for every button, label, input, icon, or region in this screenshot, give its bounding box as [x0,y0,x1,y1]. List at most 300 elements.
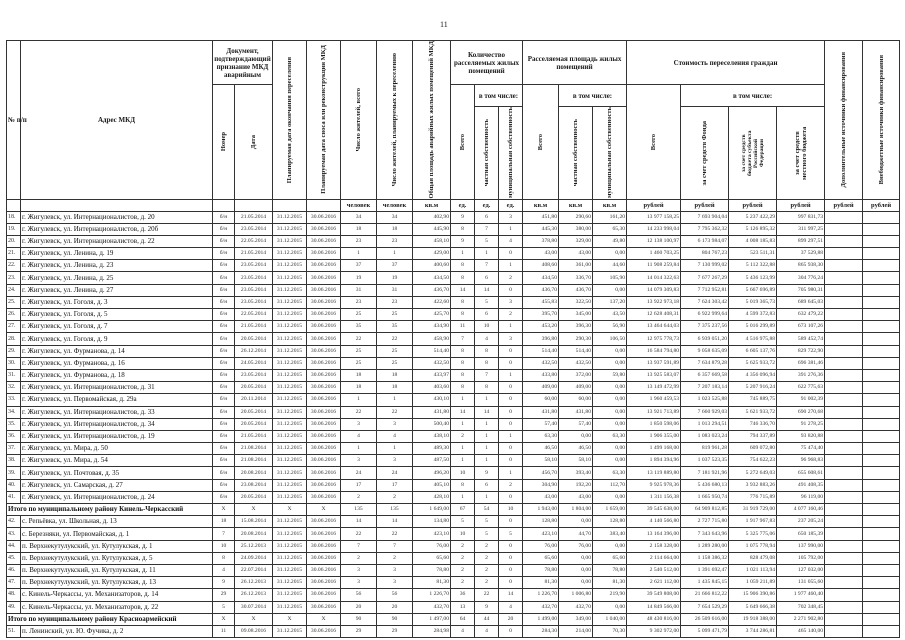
cell-sm: 81,30 [593,577,627,589]
cell-pp: 3 [377,564,413,576]
cell-s: 304,90 [523,479,559,491]
cell-empty [863,272,900,284]
cell-s: 445,30 [523,223,559,235]
cell-b: 4 599 372,83 [729,309,777,321]
table-row [7,309,900,321]
cell-d1: 31.12.2015 [273,577,307,589]
table-row [7,455,900,467]
cell-cm: 0 [499,564,523,576]
cell-s: 436,70 [523,284,559,296]
cell-sm: 0,00 [593,455,627,467]
cell-sm: 0,00 [593,382,627,394]
header-area-municipal: муниципальная собственность [593,107,627,199]
cell-pp: 2 [377,491,413,503]
cell-num: б/н [213,443,235,455]
cell-num: б/н [213,345,235,357]
cell-empty [825,455,863,467]
cell-c: 8 [451,382,475,394]
cell-a: 436,70 [413,284,451,296]
cell-cm: 2 [499,309,523,321]
header-residents-total: Число жителей, всего [341,41,377,200]
unit-cell: кв.м [413,199,451,211]
unit-cell: ед. [499,199,523,211]
cell-num: б/н [213,235,235,247]
cell-sm: 219,90 [593,589,627,601]
cell-cp: 7 [475,260,499,272]
cell-a: 423,10 [413,528,451,540]
cell-date: 20.05.2014 [235,491,273,503]
cell-empty [825,211,863,223]
cell-addr: г. Жигулевск, ул. Интернационалистов, д. 19 [21,430,213,442]
table-row [7,540,900,552]
cell-empty [863,394,900,406]
header-doc-number: Номер [213,85,235,200]
cell-c: 8 [451,369,475,381]
cell-cm: 20 [499,613,523,625]
cell-l: 650 185,39 [777,528,825,540]
cell-date: 26.12.2013 [235,589,273,601]
cell-p: 1 [341,394,377,406]
cell-cp: 8 [475,345,499,357]
cell-addr: Итого по муниципальному району Красноармейский [7,613,213,625]
cell-p: 22 [341,406,377,418]
cell-sm: 49,80 [593,235,627,247]
cell-s: 433,80 [523,369,559,381]
cell-date: 21.08.2014 [235,443,273,455]
cell-a: 458,90 [413,333,451,345]
cell-a: 431,80 [413,406,451,418]
cell-cp: 7 [475,223,499,235]
cell-t: 1 311 156,38 [627,491,681,503]
cell-date: 25.12.2013 [235,540,273,552]
header-cost-fund: за счет средств Фонда [681,107,729,199]
cell-d1: 31.12.2015 [273,296,307,308]
cell-f: 7 634 879,28 [681,357,729,369]
cell-sp: 76,00 [559,540,593,552]
cell-s: 76,00 [523,540,559,552]
cell-date: 21.08.2014 [235,455,273,467]
cell-c: 36 [451,589,475,601]
cell-l: 311 997,25 [777,223,825,235]
header-area-private: частная собственность [559,107,593,199]
cell-empty [863,284,900,296]
header-count-incl: в том числе: [475,85,523,107]
cell-empty [825,601,863,613]
cell-b: 746 336,70 [729,418,777,430]
cell-t: 16 584 794,80 [627,345,681,357]
cell-d2: 30.06.2016 [307,211,341,223]
cell-f: 7 677 267,29 [681,272,729,284]
cell-num: б/н [213,211,235,223]
cell-b: 5 126 895,32 [729,223,777,235]
cell-num: б/н [213,406,235,418]
cell-sm: 0,00 [593,394,627,406]
header-cost-local: за счет средств местного бюджета [777,107,825,199]
cell-d2: 30.06.2016 [307,394,341,406]
cell-num: 9 [213,577,235,589]
header-extrabudget: Внебюджетные источники финансирования [863,41,900,200]
cell-c: 8 [451,223,475,235]
cell-p: 23 [341,235,377,247]
cell-sp: 393,40 [559,467,593,479]
cell-num: 29 [213,589,235,601]
cell-f: 804 767,23 [681,248,729,260]
cell-pp: 25 [377,309,413,321]
table-row [7,382,900,394]
cell-f: 1 435 845,15 [681,577,729,589]
cell-sm: 63,30 [593,467,627,479]
cell-empty [825,418,863,430]
cell-a: 134,80 [413,516,451,528]
cell-l: 689 645,03 [777,296,825,308]
cell-empty [863,369,900,381]
cell-d1: 31.12.2015 [273,345,307,357]
cell-d1: 31.12.2015 [273,369,307,381]
cell-cp: 2 [475,540,499,552]
cell-sp: 0,00 [559,577,593,589]
cell-s: 432,70 [523,601,559,613]
cell-p: 18 [341,382,377,394]
cell-b: 5 272 649,03 [729,467,777,479]
cell-a: 284,98 [413,625,451,637]
table-row [7,479,900,491]
cell-sp: 436,70 [559,284,593,296]
cell-d1: 31.12.2015 [273,443,307,455]
cell-no: 49. [7,601,21,613]
cell-addr: г. Жигулевск, ул. Почтовая, д. 35 [21,467,213,479]
cell-p: 35 [341,321,377,333]
cell-cp: 1 [475,455,499,467]
cell-empty [825,564,863,576]
cell-l: 865 938,30 [777,260,825,272]
cell-s: 453,20 [523,321,559,333]
table-row [7,235,900,247]
cell-no: 40. [7,479,21,491]
cell-d1: 31.12.2015 [273,260,307,272]
cell-f: 1 665 950,74 [681,491,729,503]
header-planned-end: Планируемая дата окончания переселения [273,41,307,200]
cell-l: 899 297,51 [777,235,825,247]
cell-b: 4 356 096,94 [729,369,777,381]
cell-l: 127 032,00 [777,564,825,576]
header-doc-date: Дата [235,85,273,200]
cell-cm: 0 [499,491,523,503]
cell-b: 5 019 365,73 [729,296,777,308]
cell-a: 1 497,00 [413,613,451,625]
cell-no: 34. [7,406,21,418]
cell-f: 26 509 616,00 [681,613,729,625]
table-row [7,601,900,613]
cell-empty [825,394,863,406]
cell-s: 284,30 [523,625,559,637]
cell-p: 19 [341,272,377,284]
cell-t: 12 138 100,97 [627,235,681,247]
cell-d2: 30.06.2016 [307,369,341,381]
cell-sp: 0,00 [559,552,593,564]
cell-date: X [235,504,273,516]
cell-b: 1 075 778,94 [729,540,777,552]
cell-pp: 14 [377,516,413,528]
cell-d2: 30.06.2016 [307,467,341,479]
cell-num: б/н [213,296,235,308]
cell-cm: 3 [499,296,523,308]
cell-c: 1 [451,455,475,467]
cell-c: 1 [451,418,475,430]
cell-t: 11 908 259,84 [627,260,681,272]
cell-l: 237 205,24 [777,516,825,528]
cell-date: 24.09.2014 [235,552,273,564]
cell-p: 25 [341,345,377,357]
cell-l: 622 775,63 [777,382,825,394]
cell-cp: 6 [475,211,499,223]
cell-sp: 290,60 [559,211,593,223]
cell-cp: 1 [475,418,499,430]
cell-no: 42. [7,516,21,528]
cell-sm: 59,80 [593,369,627,381]
table-row [7,443,900,455]
cell-f: 7 375 237,56 [681,321,729,333]
cell-s: 43,00 [523,248,559,260]
cell-cm: 4 [499,235,523,247]
cell-num: 10 [213,540,235,552]
cell-d1: 31.12.2015 [273,601,307,613]
cell-d1: 31.12.2015 [273,211,307,223]
cell-c: 8 [451,260,475,272]
cell-pp: 34 [377,211,413,223]
cell-addr: с. Кинель-Черкассы, ул. Механизаторов, д. 14 [21,589,213,601]
cell-empty [825,479,863,491]
cell-empty [825,309,863,321]
cell-sp: 361,00 [559,260,593,272]
cell-d1: 31.12.2015 [273,284,307,296]
cell-no: 24. [7,284,21,296]
table-row [7,321,900,333]
cell-b: 6 605 137,76 [729,345,777,357]
cell-p: 7 [341,540,377,552]
cell-sm: 0,00 [593,248,627,260]
cell-cp: 5 [475,528,499,540]
cell-sp: 349,00 [559,613,593,625]
cell-sm: 105,90 [593,272,627,284]
cell-date: 23.05.2014 [235,260,273,272]
cell-c: 14 [451,284,475,296]
cell-s: 1 943,00 [523,504,559,516]
cell-sp: 409,00 [559,382,593,394]
cell-cm: 0 [499,357,523,369]
cell-empty [825,552,863,564]
cell-pp: 25 [377,357,413,369]
cell-cp: 54 [475,504,499,516]
cell-cm: 14 [499,589,523,601]
cell-b: 523 511,31 [729,248,777,260]
cell-d2: 30.06.2016 [307,589,341,601]
cell-t: 14 014 322,63 [627,272,681,284]
cell-l: 1 977 460,40 [777,589,825,601]
cell-t: 13 977 158,25 [627,211,681,223]
cell-t: 2 621 112,00 [627,577,681,589]
cell-s: 58,10 [523,455,559,467]
cell-sm: 43,50 [593,309,627,321]
cell-addr: п. Верхнекутулукский, ул. Кутулукская, д. 1 [21,540,213,552]
cell-f: 6 922 999,64 [681,309,729,321]
header-count-group: Количество расселяемых жилых помещений [451,41,523,85]
cell-date: 21.05.2014 [235,211,273,223]
cell-pp: 31 [377,284,413,296]
cell-b: 4 516 975,88 [729,333,777,345]
cell-num: б/н [213,455,235,467]
cell-l: 690 270,68 [777,406,825,418]
cell-s: 81,30 [523,577,559,589]
unit-cell: ед. [475,199,499,211]
unit-cell: человек [341,199,377,211]
cell-date: 20.05.2014 [235,406,273,418]
cell-sp: 214,00 [559,625,593,637]
cell-sp: 322,50 [559,296,593,308]
cell-pp: 22 [377,528,413,540]
header-cost-group: Стоимость переселения граждан [627,41,825,85]
cell-f: 1 391 692,47 [681,564,729,576]
header-area-total: Всего [523,85,559,200]
unit-cell: человек [377,199,413,211]
cell-s: 63,30 [523,430,559,442]
unit-cell: кв.м [559,199,593,211]
cell-c: 8 [451,345,475,357]
cell-d1: 31.12.2015 [273,321,307,333]
cell-p: 18 [341,223,377,235]
cell-pp: 20 [377,601,413,613]
cell-cp: 10 [475,321,499,333]
cell-addr: г. Жигулевск, ул. Интернационалистов, д. 34 [21,418,213,430]
cell-d2: 30.06.2016 [307,564,341,576]
cell-pp: 135 [377,504,413,516]
cell-empty [863,260,900,272]
cell-no: 38. [7,455,21,467]
cell-pp: 90 [377,613,413,625]
cell-t: 1 460 703,25 [627,248,681,260]
cell-addr: г. Жигулевск, ул. Интернационалистов, д. 31 [21,382,213,394]
cell-empty [825,223,863,235]
cell-date: 20.05.2014 [235,382,273,394]
cell-sp: 432,70 [559,601,593,613]
cell-pp: 2 [377,552,413,564]
cell-no: 26. [7,309,21,321]
cell-a: 500,40 [413,418,451,430]
cell-sm: 161,20 [593,211,627,223]
cell-l: 632 479,22 [777,309,825,321]
cell-no: 29. [7,345,21,357]
cell-empty [825,430,863,442]
cell-sm: 0,00 [593,601,627,613]
cell-sm: 1 659,00 [593,504,627,516]
cell-empty [863,467,900,479]
header-address: Адрес МКД [21,41,213,200]
cell-sp: 336,70 [559,272,593,284]
cell-addr: с. Репьёвка, ул. Школьная, д. 13 [21,516,213,528]
cell-empty [863,406,900,418]
cell-date: 23.05.2014 [235,284,273,296]
header-area-incl: в том числе: [559,85,627,107]
cell-d2: X [307,504,341,516]
cell-cm: 0 [499,394,523,406]
resettlement-table [6,40,900,638]
cell-cm: 1 [499,467,523,479]
cell-cm: 0 [499,443,523,455]
cell-f: 7 660 929,03 [681,406,729,418]
cell-d2: 30.06.2016 [307,625,341,637]
cell-l: 655 608,61 [777,467,825,479]
cell-b: 5 625 933,72 [729,357,777,369]
cell-pp: 3 [377,577,413,589]
cell-cp: 8 [475,382,499,394]
cell-empty [863,443,900,455]
table-row [7,528,900,540]
cell-p: 31 [341,284,377,296]
cell-pp: 7 [377,540,413,552]
table-row [7,284,900,296]
cell-d2: 30.06.2016 [307,309,341,321]
cell-f: 7 795 362,32 [681,223,729,235]
cell-date: 24.05.2014 [235,357,273,369]
cell-date: 20.11.2014 [235,394,273,406]
cell-p: 3 [341,418,377,430]
cell-sm: 63,30 [593,430,627,442]
header-total-area: Общая площадь аварийных жилых помещений МКД [413,41,451,200]
cell-d2: 30.06.2016 [307,418,341,430]
cell-a: 458,10 [413,235,451,247]
cell-cm: 10 [499,504,523,516]
cell-c: 2 [451,430,475,442]
cell-sm: 0,00 [593,491,627,503]
cell-f: 6 357 669,58 [681,369,729,381]
cell-cm: 0 [499,284,523,296]
cell-l: 702 348,45 [777,601,825,613]
cell-c: 7 [451,333,475,345]
cell-s: 408,60 [523,260,559,272]
cell-t: 48 430 816,00 [627,613,681,625]
cell-cm: 0 [499,418,523,430]
cell-b: 754 622,23 [729,455,777,467]
cell-t: 1 960 459,53 [627,394,681,406]
header-count-private: частная собственность [475,107,499,199]
cell-pp: 22 [377,333,413,345]
cell-s: 43,00 [523,491,559,503]
cell-t: 13 937 591,89 [627,357,681,369]
cell-sm: 0,00 [593,540,627,552]
cell-p: 37 [341,260,377,272]
cell-s: 396,80 [523,333,559,345]
cell-d2: 30.06.2016 [307,430,341,442]
cell-pp: 1 [377,394,413,406]
cell-l: 37 529,88 [777,248,825,260]
table-row [7,564,900,576]
cell-d1: 31.12.2015 [273,223,307,235]
cell-sp: 380,00 [559,223,593,235]
cell-c: 1 [451,248,475,260]
cell-f: 7 654 529,29 [681,601,729,613]
cell-d2: 30.06.2016 [307,260,341,272]
cell-d2: 30.06.2016 [307,235,341,247]
cell-pp: 24 [377,467,413,479]
cell-num: б/н [213,418,235,430]
cell-sp: 0,00 [559,430,593,442]
cell-t: 12 975 778,73 [627,333,681,345]
cell-empty [863,491,900,503]
header-cost-total: Всего [627,85,681,200]
cell-a: 489,30 [413,443,451,455]
cell-pp: 3 [377,418,413,430]
cell-c: 9 [451,235,475,247]
cell-sm: 383,40 [593,528,627,540]
